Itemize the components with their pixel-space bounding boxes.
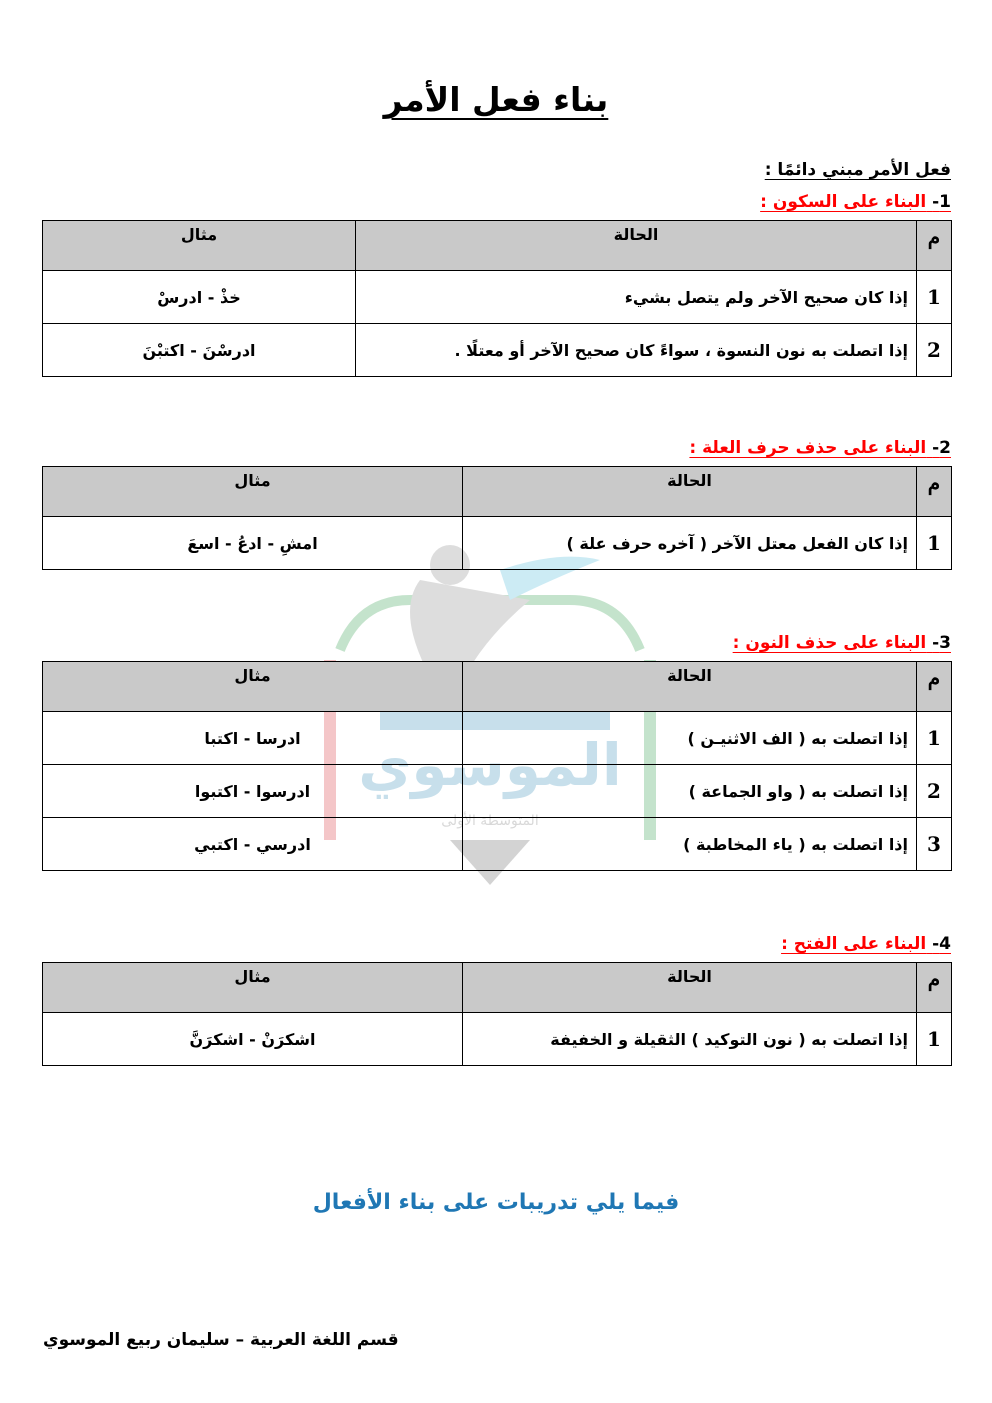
page-title: بناء فعل الأمر — [383, 80, 609, 119]
row-num: 3 — [917, 818, 952, 871]
table-row — [43, 1013, 952, 1066]
row-condition: إذا اتصلت به ( واو الجماعة ) — [463, 765, 917, 818]
section-number: 2- — [932, 438, 951, 458]
row-example: ادرسي - اكتبي — [43, 818, 463, 871]
section-title: البناء على حذف حرف العلة : — [689, 438, 927, 458]
table-row — [43, 712, 952, 765]
row-example: خذْ - ادرسْ — [43, 271, 356, 324]
footer-credit: قسم اللغة العربية – سليمان ربيع الموسوي — [43, 1330, 399, 1350]
header-example: مثال — [43, 963, 463, 1013]
intro-text: فعل الأمر مبني دائمًا : — [764, 160, 951, 180]
row-num: 1 — [917, 271, 952, 324]
row-num: 1 — [917, 1013, 952, 1066]
header-num: م — [917, 662, 952, 712]
exercises-note: فيما يلي تدريبات على بناء الأفعال — [312, 1190, 680, 1215]
header-num: م — [917, 467, 952, 517]
section-4-table — [42, 962, 952, 1066]
section-number: 4- — [932, 934, 951, 954]
section-1-table — [42, 220, 952, 377]
header-condition: الحالة — [463, 467, 917, 517]
row-num: 1 — [917, 517, 952, 570]
section-title: البناء على السكون : — [760, 192, 927, 212]
section-title: البناء على حذف النون : — [732, 633, 927, 653]
section-2-table — [42, 466, 952, 570]
header-example: مثال — [43, 221, 356, 271]
row-num: 2 — [917, 765, 952, 818]
row-condition: إذا اتصلت به ( نون التوكيد ) الثقيلة و الخفيفة — [463, 1013, 917, 1066]
header-num: م — [917, 963, 952, 1013]
section-number: 3- — [932, 633, 951, 653]
header-num: م — [917, 221, 952, 271]
section-2-heading — [689, 438, 951, 458]
header-condition: الحالة — [356, 221, 917, 271]
section-title: البناء على الفتح : — [781, 934, 927, 954]
row-num: 2 — [917, 324, 952, 377]
header-example: مثال — [43, 467, 463, 517]
row-num: 1 — [917, 712, 952, 765]
watermark-subtext: المتوسطة الأولى — [441, 813, 539, 829]
row-example: ادرسوا - اكتبوا — [43, 765, 463, 818]
header-condition: الحالة — [463, 963, 917, 1013]
section-3-heading — [733, 633, 951, 653]
row-example: ادرسا - اكتبا — [43, 712, 463, 765]
header-condition: الحالة — [463, 662, 917, 712]
row-condition: إذا اتصلت به ( ياء المخاطبة ) — [463, 818, 917, 871]
row-condition: إذا كان صحيح الآخر ولم يتصل بشيء — [356, 271, 917, 324]
table-row — [43, 818, 952, 871]
row-condition: إذا اتصلت به نون النسوة ، سواءً كان صحيح الآخر أو معتلًا . — [356, 324, 917, 377]
section-3-table — [42, 661, 952, 871]
table-row — [43, 765, 952, 818]
section-1-heading — [760, 192, 951, 212]
section-number: 1- — [932, 192, 951, 212]
table-row — [43, 324, 952, 377]
table-row — [43, 517, 952, 570]
watermark-text: الموسوي — [358, 731, 622, 799]
row-example: امشِ - ادعُ - اسعَ — [43, 517, 463, 570]
section-4-heading — [781, 934, 951, 954]
row-condition: إذا كان الفعل معتل الآخر ( آخره حرف علة ) — [463, 517, 917, 570]
row-example: اشكرَنْ - اشكرَنَّ — [43, 1013, 463, 1066]
row-example: ادرسْنَ - اكتبْنَ — [43, 324, 356, 377]
row-condition: إذا اتصلت به ( الف الاثنيـن ) — [463, 712, 917, 765]
table-row — [43, 271, 952, 324]
header-example: مثال — [43, 662, 463, 712]
